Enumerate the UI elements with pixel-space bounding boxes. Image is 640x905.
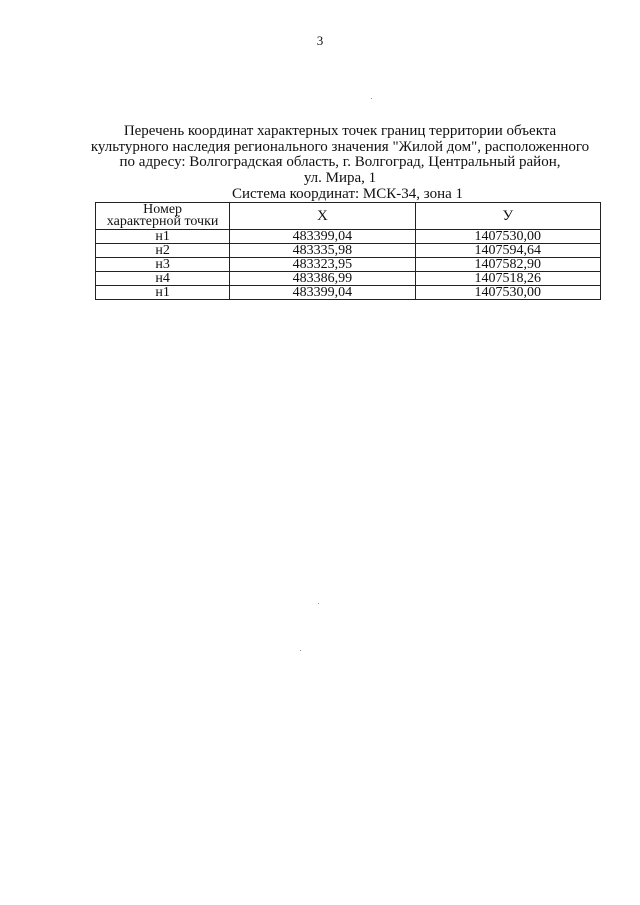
title-line-3: по адресу: Волгоградская область, г. Волгоград, Центральный район, [119,154,561,170]
table-row [96,286,601,300]
cell-point: н1 [96,286,230,300]
cell-x: 483323,95 [230,258,415,272]
cell-x: 483386,99 [230,272,415,286]
cell-point: н3 [96,258,230,272]
scan-speck [371,98,372,99]
title-line-4: ул. Мира, 1 [303,169,377,186]
document-title [80,124,600,186]
cell-x: 483335,98 [230,244,415,258]
cell-x: 483399,04 [230,230,415,244]
title-line-1: Перечень координат характерных точек границ территории объекта [123,123,557,139]
header-point-line-1: Номер [143,201,183,217]
table-header-row [96,203,601,230]
table-row [96,272,601,286]
cell-point: н1 [96,230,230,244]
cell-x: 483399,04 [230,286,415,300]
page-number: 3 [316,33,324,48]
table-row [96,258,601,272]
title-line-2: культурного наследия регионального значения "Жилой дом", расположенного [90,138,590,155]
header-point-line-2: характерной точки [106,214,219,229]
table-row [96,244,601,258]
cell-point: н4 [96,272,230,286]
cell-y: 1407530,00 [415,230,600,244]
coordinates-table [95,202,601,300]
header-y: У [415,203,600,230]
cell-y: 1407518,26 [415,272,600,286]
coordinate-system-caption: Система координат: МСК-34, зона 1 [231,186,464,202]
header-x: X [230,203,415,230]
scan-speck [300,650,301,651]
scan-speck [318,603,319,604]
cell-y: 1407530,00 [415,286,600,300]
cell-point: н2 [96,244,230,258]
cell-y: 1407594,64 [415,244,600,258]
cell-y: 1407582,90 [415,258,600,272]
table-row [96,230,601,244]
header-point-number [96,203,230,230]
